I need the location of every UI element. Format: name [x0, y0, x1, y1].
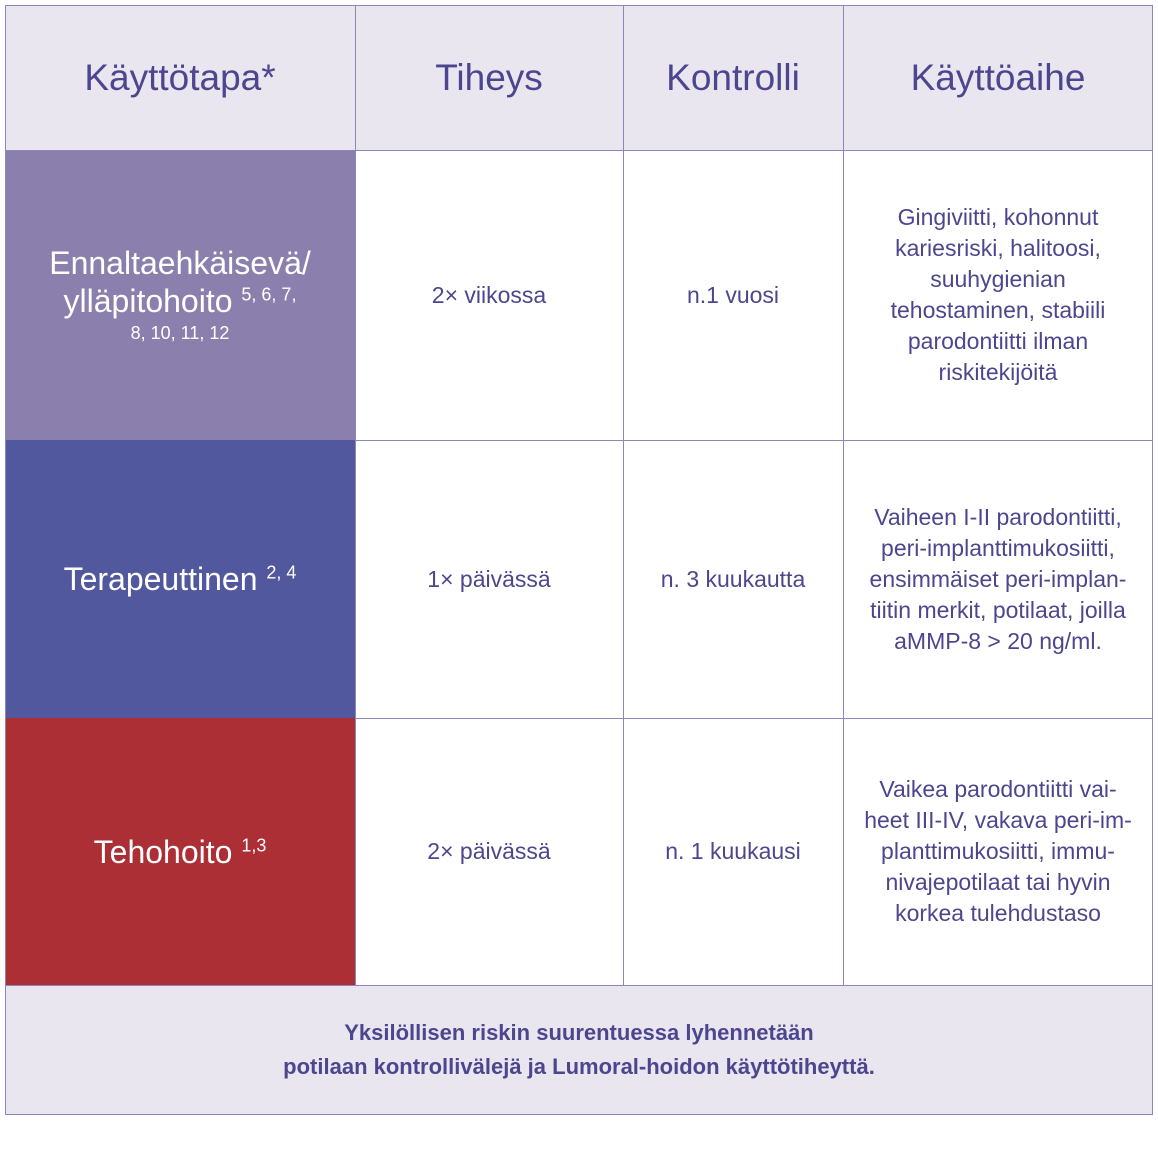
row-intensive-indication [843, 718, 1153, 985]
row-preventive-refs-b: 8, 10, 11, 12 [130, 323, 230, 343]
grid-line [355, 440, 1153, 441]
indication-line: planttimukosiitti, immu- [881, 838, 1115, 864]
header-control: Kontrolli [623, 5, 843, 150]
row-therapeutic-control: n. 3 kuukautta [623, 440, 843, 718]
row-intensive-name: Tehohoito [93, 833, 233, 870]
grid-line [1152, 5, 1153, 1115]
row-preventive-refs-a: 5, 6, 7, [241, 284, 297, 305]
header-frequency: Tiheys [355, 5, 623, 150]
row-intensive-label [5, 718, 355, 985]
header-indication: Käyttöaihe [843, 5, 1153, 150]
grid-line [5, 150, 1153, 151]
row-preventive-name-1: Ennaltaehkäisevä/ [49, 245, 311, 281]
row-therapeutic-frequency: 1× päivässä [355, 440, 623, 718]
indication-line: nivajepotilaat tai hyvin [885, 869, 1111, 895]
indication-line: Vaikea parodontiitti vai- [879, 776, 1117, 802]
indication-line: Vaiheen I-II parodontiitti, [874, 503, 1122, 530]
grid-line [5, 5, 6, 1115]
indication-line: aMMP-8 > 20 ng/ml. [894, 627, 1102, 654]
indication-line: kariesriski, halitoosi, [895, 235, 1101, 261]
indication-line: peri-implanttimukosiitti, [881, 534, 1115, 561]
row-preventive-name-2-wrap [49, 282, 311, 320]
grid-line [623, 5, 624, 985]
row-therapeutic-label [5, 440, 355, 718]
indication-line: ensimmäiset peri-implan- [869, 565, 1127, 592]
row-therapeutic-name: Terapeuttinen [63, 561, 258, 597]
footer-line-1: Yksilöllisen riskin suurentuessa lyhennetään [344, 1020, 814, 1045]
row-preventive-label [5, 150, 355, 440]
indication-line: tiitin merkit, potilaat, joilla [870, 596, 1126, 623]
indication-line: heet III-IV, vakava peri-im- [864, 807, 1132, 833]
grid-line [355, 5, 356, 985]
indication-line: parodontiitti ilman [907, 328, 1089, 354]
indication-line: Gingiviitti, kohonnut [897, 204, 1099, 230]
row-preventive-name-2: ylläpitohoito [63, 283, 233, 319]
indication-line: korkea tulehdustaso [895, 900, 1101, 926]
footer-line-2: potilaan kontrollivälejä ja Lumoral-hoidon käyttötiheyttä. [283, 1054, 875, 1079]
footer-note [5, 985, 1153, 1115]
usage-table [5, 5, 1153, 1115]
grid-line [843, 5, 844, 985]
grid-line [5, 1114, 1153, 1115]
grid-line [355, 718, 1153, 719]
grid-line [5, 985, 1153, 986]
row-preventive-indication [843, 150, 1153, 440]
indication-line: tehostaminen, stabiili [890, 297, 1106, 323]
row-intensive-frequency: 2× päivässä [355, 718, 623, 985]
row-intensive-refs: 1,3 [241, 834, 267, 855]
row-preventive-control: n.1 vuosi [623, 150, 843, 440]
row-intensive-control: n. 1 kuukausi [623, 718, 843, 985]
grid-line [5, 5, 1153, 6]
indication-line: riskitekijöitä [938, 359, 1058, 385]
indication-line: suuhygienian [930, 266, 1066, 292]
row-therapeutic-indication [843, 440, 1153, 718]
header-usage: Käyttötapa* [5, 5, 355, 150]
row-preventive-frequency: 2× viikossa [355, 150, 623, 440]
row-therapeutic-refs: 2, 4 [266, 562, 297, 583]
